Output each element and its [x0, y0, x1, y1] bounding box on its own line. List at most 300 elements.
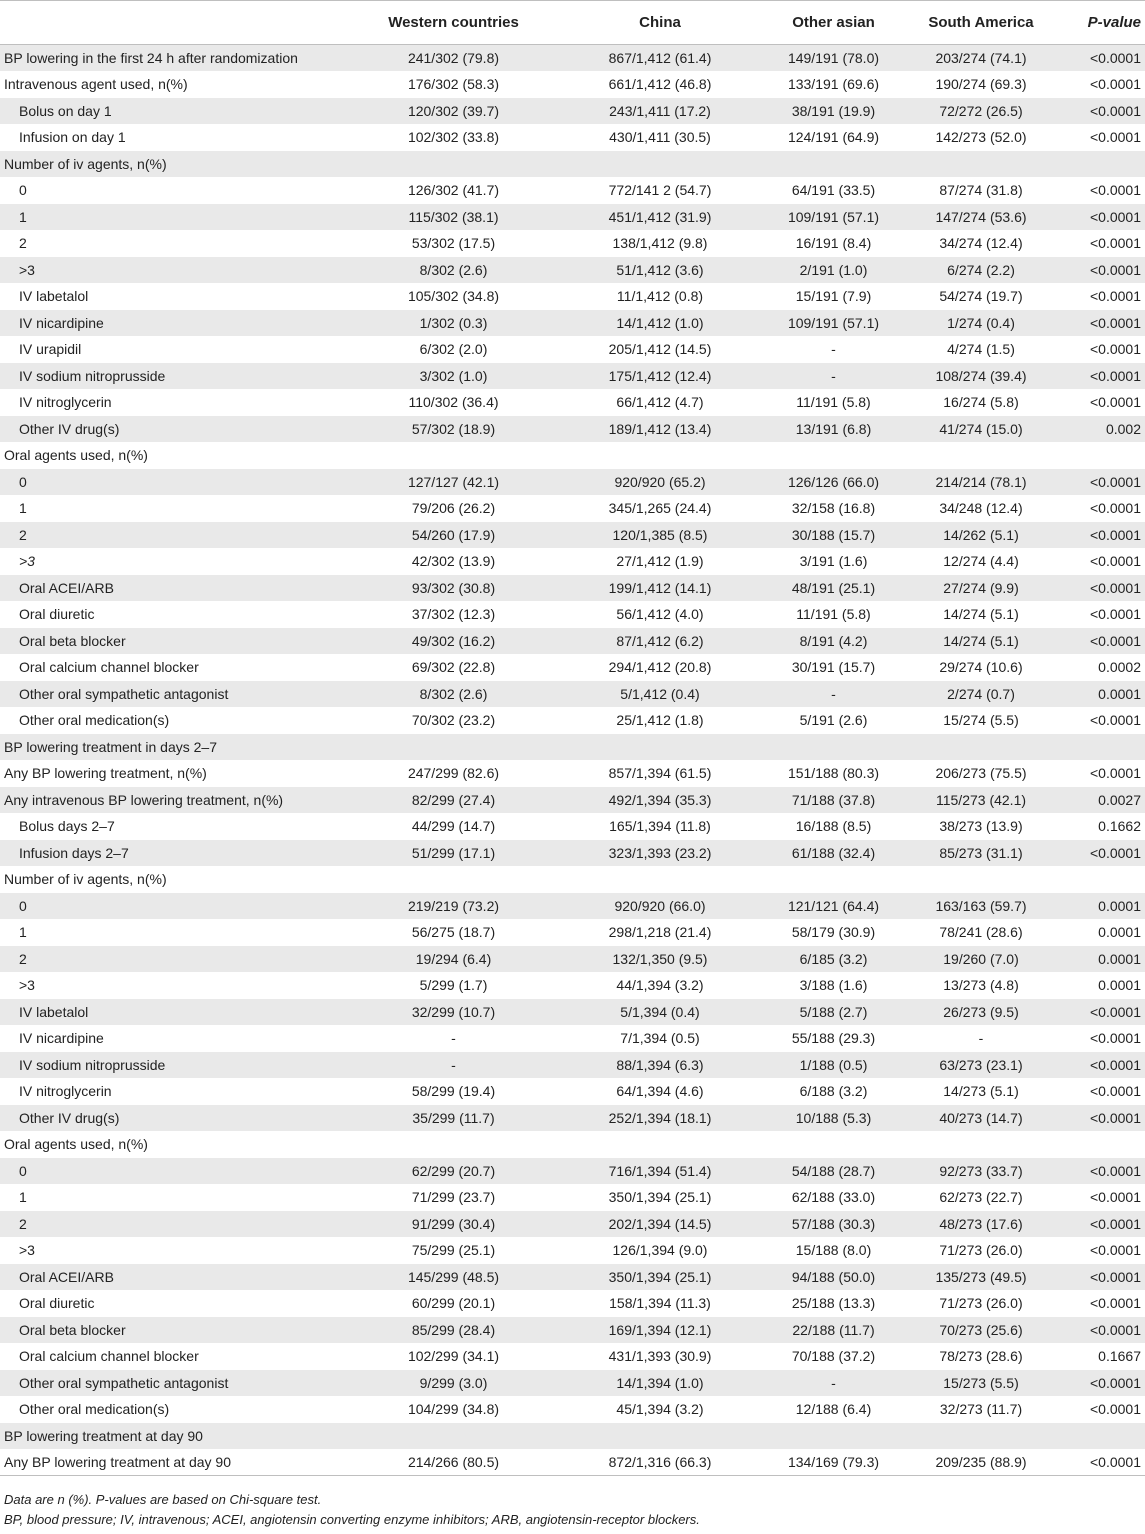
- header-south-america: South America: [907, 1, 1055, 45]
- row-label: Any intravenous BP lowering treatment, n(%): [4, 791, 284, 808]
- table-row: [0, 760, 1145, 787]
- cell-p-value: 0.0001: [1098, 685, 1141, 702]
- row-label: BP lowering treatment in days 2–7: [4, 738, 217, 755]
- cell-western-countries: 91/299 (30.4): [411, 1215, 496, 1232]
- cell-other-asian: 15/191 (7.9): [795, 288, 872, 305]
- table-row: [0, 257, 1145, 284]
- table-row: [0, 71, 1145, 98]
- table-row: [0, 972, 1145, 999]
- row-label: 1: [19, 1189, 27, 1206]
- cell-western-countries: 37/302 (12.3): [411, 606, 496, 623]
- cell-south-america: 16/274 (5.8): [943, 394, 1019, 411]
- table-row: [0, 1052, 1145, 1079]
- row-label: 2: [19, 235, 27, 252]
- table-row: [0, 734, 1145, 761]
- cell-south-america: 92/273 (33.7): [939, 1162, 1023, 1179]
- cell-south-america: 19/260 (7.0): [943, 950, 1019, 967]
- cell-south-america: 14/273 (5.1): [943, 1083, 1019, 1100]
- cell-other-asian: 22/188 (11.7): [792, 1321, 875, 1338]
- cell-western-countries: 53/302 (17.5): [411, 235, 496, 252]
- row-label: IV labetalol: [19, 1003, 89, 1020]
- cell-south-america: 78/241 (28.6): [939, 924, 1023, 941]
- cell-china: 189/1,412 (13.4): [608, 420, 712, 437]
- footnote-data-note: Data are n (%). P-values are based on Chi-square test.: [4, 1492, 322, 1507]
- cell-p-value: 0.0001: [1098, 924, 1141, 941]
- cell-south-america: 70/273 (25.6): [939, 1321, 1023, 1338]
- cell-china: 205/1,412 (14.5): [608, 341, 712, 358]
- row-label: Oral ACEI/ARB: [19, 1268, 114, 1285]
- cell-china: 867/1,412 (61.4): [608, 50, 712, 66]
- cell-china: 64/1,394 (4.6): [616, 1083, 704, 1100]
- cell-south-america: 209/235 (88.9): [935, 1454, 1027, 1470]
- table-row: [0, 919, 1145, 946]
- cell-p-value: <0.0001: [1090, 235, 1141, 252]
- cell-western-countries: 219/219 (73.2): [407, 897, 500, 914]
- cell-other-asian: 71/188 (37.8): [791, 791, 876, 808]
- row-label: BP lowering treatment at day 90: [4, 1427, 203, 1444]
- cell-western-countries: 102/302 (33.8): [407, 129, 500, 146]
- table-row: [0, 1131, 1145, 1158]
- row-label: 2: [19, 526, 27, 543]
- cell-p-value: <0.0001: [1090, 712, 1141, 729]
- cell-south-america: 4/274 (1.5): [947, 341, 1015, 358]
- cell-western-countries: 8/302 (2.6): [419, 685, 488, 702]
- table-row: [0, 1396, 1145, 1423]
- cell-western-countries: 115/302 (38.1): [408, 208, 499, 225]
- cell-western-countries: 44/299 (14.7): [411, 818, 496, 835]
- cell-p-value: <0.0001: [1090, 606, 1141, 623]
- row-label: Oral beta blocker: [19, 1321, 126, 1338]
- cell-p-value: 0.0001: [1098, 897, 1141, 914]
- table-row: [0, 495, 1145, 522]
- cell-china: 126/1,394 (9.0): [612, 1242, 708, 1259]
- cell-south-america: [907, 1131, 1055, 1158]
- cell-south-america: 34/248 (12.4): [939, 500, 1023, 517]
- table-row: [0, 1264, 1145, 1291]
- cell-western-countries: 82/299 (27.4): [411, 791, 496, 808]
- cell-china: 243/1,411 (17.2): [609, 102, 711, 119]
- cell-south-america: [907, 734, 1055, 761]
- table-header-row: [0, 1, 1145, 45]
- cell-other-asian: 58/179 (30.9): [791, 924, 876, 941]
- cell-western-countries: 71/299 (23.7): [411, 1189, 496, 1206]
- cell-western-countries: 42/302 (13.9): [411, 553, 496, 570]
- cell-western-countries: 69/302 (22.8): [411, 659, 496, 676]
- cell-p-value: <0.0001: [1090, 1030, 1141, 1047]
- cell-western-countries: 127/127 (42.1): [407, 473, 500, 490]
- cell-china: 857/1,394 (61.5): [608, 765, 712, 782]
- table-row: [0, 866, 1145, 893]
- cell-western-countries: 85/299 (28.4): [411, 1321, 496, 1338]
- cell-western-countries: 62/299 (20.7): [411, 1162, 496, 1179]
- cell-china: 298/1,218 (21.4): [608, 924, 712, 941]
- cell-south-america: 87/274 (31.8): [939, 182, 1023, 199]
- cell-south-america: 13/273 (4.8): [943, 977, 1019, 994]
- cell-western-countries: 75/299 (25.1): [411, 1242, 496, 1259]
- cell-china: 25/1,412 (1.8): [616, 712, 704, 729]
- cell-south-america: 147/274 (53.6): [935, 208, 1027, 225]
- cell-western-countries: 145/299 (48.5): [407, 1268, 500, 1285]
- footnotes: [0, 1476, 1145, 1530]
- cell-south-america: 163/163 (59.7): [935, 897, 1027, 914]
- cell-western-countries: 9/299 (3.0): [419, 1374, 488, 1391]
- cell-western-countries: 105/302 (34.8): [407, 288, 500, 305]
- cell-china: [560, 151, 760, 178]
- table-row: [0, 1237, 1145, 1264]
- row-label: 0: [19, 897, 27, 914]
- cell-south-america: 63/273 (23.1): [939, 1056, 1023, 1073]
- cell-china: 345/1,265 (24.4): [608, 500, 712, 517]
- row-label: Oral agents used, n(%): [4, 447, 148, 464]
- cell-p-value: 0.0002: [1098, 659, 1141, 676]
- row-label: 0: [19, 473, 27, 490]
- cell-south-america: 206/273 (75.5): [935, 765, 1027, 782]
- cell-china: 51/1,412 (3.6): [616, 261, 704, 278]
- cell-china: 45/1,394 (3.2): [616, 1401, 704, 1418]
- cell-western-countries: 241/302 (79.8): [407, 50, 500, 66]
- cell-p-value: <0.0001: [1090, 1003, 1141, 1020]
- footnote-abbreviations: BP, blood pressure; IV, intravenous; ACEI, angiotensin converting enzyme inhibitors; ARB, angiotensin-receptor blockers.: [4, 1512, 700, 1527]
- cell-p-value: <0.0001: [1090, 553, 1141, 570]
- cell-south-america: 203/274 (74.1): [935, 50, 1027, 66]
- cell-western-countries: 51/299 (17.1): [411, 844, 496, 861]
- row-label: Other oral sympathetic antagonist: [19, 685, 229, 702]
- table-row: [0, 151, 1145, 178]
- cell-p-value: <0.0001: [1090, 1321, 1141, 1338]
- table-row: [0, 707, 1145, 734]
- cell-china: 294/1,412 (20.8): [608, 659, 712, 676]
- cell-p-value: <0.0001: [1090, 1454, 1141, 1470]
- cell-p-value: <0.0001: [1090, 261, 1141, 278]
- row-label: Infusion days 2–7: [19, 844, 129, 861]
- cell-p-value: 0.0027: [1098, 791, 1141, 808]
- table-row: [0, 363, 1145, 390]
- cell-south-america: 14/262 (5.1): [943, 526, 1019, 543]
- cell-western-countries: 58/299 (19.4): [411, 1083, 496, 1100]
- cell-south-america: 27/274 (9.9): [943, 579, 1019, 596]
- table-row: [0, 1370, 1145, 1397]
- header-western-countries: Western countries: [347, 1, 560, 45]
- cell-south-america: 71/273 (26.0): [939, 1242, 1023, 1259]
- cell-south-america: 14/274 (5.1): [943, 606, 1019, 623]
- cell-western-countries: 93/302 (30.8): [411, 579, 496, 596]
- header-china: China: [560, 1, 760, 45]
- row-label: IV labetalol: [19, 288, 89, 305]
- table-row: [0, 1290, 1145, 1317]
- cell-south-america: [907, 866, 1055, 893]
- cell-south-america: 12/274 (4.4): [943, 553, 1019, 570]
- cell-p-value: <0.0001: [1090, 76, 1141, 93]
- row-label: Other IV drug(s): [19, 1109, 120, 1126]
- cell-south-america: 135/273 (49.5): [935, 1268, 1027, 1285]
- cell-western-countries: 19/294 (6.4): [415, 950, 492, 967]
- header-p-value-text: P-value: [1087, 14, 1141, 31]
- cell-p-value: [1055, 866, 1145, 893]
- row-label: >3: [19, 553, 35, 570]
- cell-p-value: <0.0001: [1090, 579, 1141, 596]
- cell-south-america: 14/274 (5.1): [943, 632, 1019, 649]
- row-label: Any BP lowering treatment at day 90: [4, 1454, 231, 1470]
- cell-china: 87/1,412 (6.2): [616, 632, 704, 649]
- cell-china: 44/1,394 (3.2): [616, 977, 704, 994]
- cell-p-value: <0.0001: [1090, 182, 1141, 199]
- cell-other-asian: 94/188 (50.0): [791, 1268, 876, 1285]
- table-row: [0, 787, 1145, 814]
- cell-china: 252/1,394 (18.1): [608, 1109, 712, 1126]
- cell-other-asian: 109/191 (57.1): [787, 208, 880, 225]
- header-p-value: [1055, 1, 1145, 45]
- cell-p-value: <0.0001: [1090, 1374, 1141, 1391]
- row-label: Oral diuretic: [19, 606, 95, 623]
- cell-p-value: <0.0001: [1090, 1056, 1141, 1073]
- cell-p-value: <0.0001: [1090, 632, 1141, 649]
- row-label: 2: [19, 1215, 27, 1232]
- cell-other-asian: 6/185 (3.2): [799, 950, 868, 967]
- table-row: [0, 230, 1145, 257]
- cell-china: 7/1,394 (0.5): [620, 1030, 700, 1047]
- cell-other-asian: 54/188 (28.7): [791, 1162, 876, 1179]
- cell-china: 920/920 (65.2): [614, 473, 706, 490]
- cell-p-value: 0.0001: [1098, 950, 1141, 967]
- cell-p-value: <0.0001: [1090, 288, 1141, 305]
- cell-other-asian: 11/191 (5.8): [796, 606, 871, 623]
- cell-other-asian: 30/188 (15.7): [791, 526, 876, 543]
- row-label: BP lowering in the first 24 h after randomization: [4, 50, 298, 66]
- table-row: [0, 1184, 1145, 1211]
- cell-other-asian: 62/188 (33.0): [791, 1189, 876, 1206]
- cell-p-value: 0.1662: [1098, 818, 1141, 835]
- cell-china: 451/1,412 (31.9): [608, 208, 712, 225]
- cell-other-asian: 48/191 (25.1): [791, 579, 876, 596]
- cell-china: 14/1,412 (1.0): [616, 314, 704, 331]
- cell-other-asian: [760, 866, 907, 893]
- header-label-column: [0, 1, 347, 45]
- cell-western-countries: 110/302 (36.4): [408, 394, 499, 411]
- cell-china: [560, 1423, 760, 1450]
- cell-p-value: <0.0001: [1090, 102, 1141, 119]
- cell-western-countries: 5/299 (1.7): [419, 977, 488, 994]
- cell-china: 138/1,412 (9.8): [612, 235, 708, 252]
- row-label: 1: [19, 500, 27, 517]
- row-label: 0: [19, 182, 27, 199]
- table-row: [0, 999, 1145, 1026]
- cell-p-value: [1055, 734, 1145, 761]
- cell-western-countries: 176/302 (58.3): [407, 76, 500, 93]
- cell-p-value: <0.0001: [1090, 1109, 1141, 1126]
- table-row: [0, 840, 1145, 867]
- cell-china: 14/1,394 (1.0): [616, 1374, 704, 1391]
- row-label: 1: [19, 924, 27, 941]
- cell-south-america: 115/273 (42.1): [935, 791, 1027, 808]
- table-row: [0, 283, 1145, 310]
- cell-south-america: 48/273 (17.6): [939, 1215, 1023, 1232]
- row-label: Oral ACEI/ARB: [19, 579, 114, 596]
- cell-other-asian: -: [831, 341, 836, 358]
- cell-other-asian: 121/121 (64.4): [787, 897, 880, 914]
- cell-other-asian: 133/191 (69.6): [787, 76, 880, 93]
- cell-other-asian: 6/188 (3.2): [799, 1083, 868, 1100]
- cell-p-value: <0.0001: [1090, 765, 1141, 782]
- cell-south-america: 15/273 (5.5): [943, 1374, 1019, 1391]
- cell-china: 132/1,350 (9.5): [612, 950, 708, 967]
- cell-western-countries: 56/275 (18.7): [411, 924, 496, 941]
- cell-western-countries: [347, 734, 560, 761]
- cell-other-asian: 15/188 (8.0): [795, 1242, 872, 1259]
- cell-china: 716/1,394 (51.4): [608, 1162, 712, 1179]
- cell-other-asian: 38/191 (19.9): [791, 102, 876, 119]
- row-label: Other oral sympathetic antagonist: [19, 1374, 229, 1391]
- cell-other-asian: 2/191 (1.0): [799, 261, 868, 278]
- cell-western-countries: 54/260 (17.9): [411, 526, 496, 543]
- cell-p-value: [1055, 1131, 1145, 1158]
- cell-china: 431/1,393 (30.9): [608, 1348, 712, 1365]
- row-label: >3: [19, 977, 35, 994]
- table-row: [0, 1317, 1145, 1344]
- cell-other-asian: 57/188 (30.3): [791, 1215, 876, 1232]
- cell-p-value: <0.0001: [1090, 1083, 1141, 1100]
- cell-p-value: 0.002: [1105, 420, 1141, 437]
- cell-china: [560, 866, 760, 893]
- cell-other-asian: 5/191 (2.6): [799, 712, 868, 729]
- table-row: [0, 98, 1145, 125]
- cell-p-value: <0.0001: [1090, 1162, 1141, 1179]
- table-row: [0, 1158, 1145, 1185]
- row-label: Other oral medication(s): [19, 1401, 170, 1418]
- cell-china: 165/1,394 (11.8): [609, 818, 711, 835]
- cell-south-america: 190/274 (69.3): [935, 76, 1027, 93]
- cell-china: 430/1,411 (30.5): [609, 129, 711, 146]
- table-row: [0, 310, 1145, 337]
- cell-other-asian: 12/188 (6.4): [795, 1401, 872, 1418]
- cell-south-america: 85/273 (31.1): [939, 844, 1023, 861]
- row-label: Bolus days 2–7: [19, 818, 115, 835]
- cell-china: 66/1,412 (4.7): [616, 394, 704, 411]
- cell-p-value: <0.0001: [1090, 314, 1141, 331]
- table-row: [0, 124, 1145, 151]
- cell-other-asian: 70/188 (37.2): [791, 1348, 876, 1365]
- row-label: Other IV drug(s): [19, 420, 120, 437]
- cell-south-america: 15/274 (5.5): [943, 712, 1019, 729]
- cell-p-value: [1055, 1423, 1145, 1450]
- cell-other-asian: 1/188 (0.5): [799, 1056, 868, 1073]
- table-row: [0, 389, 1145, 416]
- row-label: IV nicardipine: [19, 1030, 104, 1047]
- cell-south-america: -: [978, 1030, 984, 1047]
- cell-south-america: 1/274 (0.4): [947, 314, 1015, 331]
- cell-p-value: <0.0001: [1090, 1401, 1141, 1418]
- cell-china: 120/1,385 (8.5): [612, 526, 708, 543]
- cell-other-asian: 11/191 (5.8): [796, 394, 871, 411]
- cell-south-america: 40/273 (14.7): [939, 1109, 1023, 1126]
- cell-western-countries: 57/302 (18.9): [411, 420, 496, 437]
- cell-other-asian: 30/191 (15.7): [791, 659, 876, 676]
- cell-south-america: 6/274 (2.2): [947, 261, 1015, 278]
- row-label: Oral agents used, n(%): [4, 1136, 148, 1153]
- cell-western-countries: 214/266 (80.5): [407, 1454, 500, 1470]
- table-body: [0, 45, 1145, 1476]
- cell-other-asian: 126/126 (66.0): [787, 473, 880, 490]
- cell-other-asian: [760, 1131, 907, 1158]
- header-other-asian: Other asian: [760, 1, 907, 45]
- table-row: [0, 548, 1145, 575]
- cell-south-america: 142/273 (52.0): [935, 129, 1027, 146]
- row-label: 1: [19, 208, 27, 225]
- cell-south-america: 32/273 (11.7): [939, 1401, 1023, 1418]
- cell-western-countries: [347, 1131, 560, 1158]
- row-label: IV urapidil: [19, 341, 82, 358]
- row-label: Bolus on day 1: [19, 102, 112, 119]
- cell-western-countries: 247/299 (82.6): [407, 765, 500, 782]
- cell-south-america: 78/273 (28.6): [939, 1348, 1023, 1365]
- cell-china: 920/920 (66.0): [614, 897, 706, 914]
- cell-south-america: 214/214 (78.1): [935, 473, 1027, 490]
- cell-western-countries: -: [451, 1030, 456, 1047]
- cell-western-countries: [347, 1423, 560, 1450]
- cell-china: 175/1,412 (12.4): [608, 367, 712, 384]
- row-label: Oral calcium channel blocker: [19, 1348, 199, 1365]
- cell-other-asian: 124/191 (64.9): [787, 129, 880, 146]
- cell-south-america: 2/274 (0.7): [947, 685, 1015, 702]
- cell-other-asian: 64/191 (33.5): [791, 182, 876, 199]
- cell-south-america: 38/273 (13.9): [939, 818, 1023, 835]
- cell-south-america: [907, 151, 1055, 178]
- cell-western-countries: 3/302 (1.0): [419, 367, 488, 384]
- cell-p-value: <0.0001: [1090, 208, 1141, 225]
- cell-south-america: 34/274 (12.4): [939, 235, 1023, 252]
- table-row: [0, 681, 1145, 708]
- cell-western-countries: 120/302 (39.7): [407, 102, 500, 119]
- cell-p-value: <0.0001: [1090, 1295, 1141, 1312]
- cell-south-america: 72/272 (26.5): [939, 102, 1023, 119]
- cell-western-countries: 60/299 (20.1): [411, 1295, 496, 1312]
- row-label: Other oral medication(s): [19, 712, 170, 729]
- cell-china: [560, 1131, 760, 1158]
- row-label: Oral beta blocker: [19, 632, 126, 649]
- table-row: [0, 1211, 1145, 1238]
- cell-western-countries: 79/206 (26.2): [411, 500, 496, 517]
- cell-other-asian: -: [831, 1374, 836, 1391]
- cell-p-value: <0.0001: [1090, 394, 1141, 411]
- row-label: Number of iv agents, n(%): [4, 871, 167, 888]
- table-row: [0, 204, 1145, 231]
- cell-other-asian: [760, 442, 907, 469]
- cell-other-asian: 5/188 (2.7): [799, 1003, 868, 1020]
- cell-other-asian: [760, 1423, 907, 1450]
- cell-china: 11/1,412 (0.8): [616, 288, 704, 305]
- cell-p-value: 0.1667: [1098, 1348, 1141, 1365]
- cell-p-value: <0.0001: [1090, 526, 1141, 543]
- cell-china: 492/1,394 (35.3): [608, 791, 712, 808]
- cell-china: 872/1,316 (66.3): [608, 1454, 712, 1470]
- row-label: Infusion on day 1: [19, 129, 126, 146]
- cell-china: [560, 734, 760, 761]
- cell-china: 56/1,412 (4.0): [616, 606, 704, 623]
- row-label: IV sodium nitroprusside: [19, 367, 166, 384]
- cell-china: 202/1,394 (14.5): [608, 1215, 712, 1232]
- cell-south-america: 71/273 (26.0): [939, 1295, 1023, 1312]
- cell-western-countries: 35/299 (11.7): [412, 1109, 495, 1126]
- cell-china: 772/141 2 (54.7): [608, 182, 712, 199]
- table-row: [0, 575, 1145, 602]
- cell-other-asian: 25/188 (13.3): [791, 1295, 876, 1312]
- cell-p-value: <0.0001: [1090, 129, 1141, 146]
- row-label: Oral calcium channel blocker: [19, 659, 199, 676]
- row-label: >3: [19, 261, 35, 278]
- row-label: IV nitroglycerin: [19, 394, 112, 411]
- row-label: Intravenous agent used, n(%): [4, 76, 188, 93]
- cell-other-asian: 151/188 (80.3): [787, 765, 880, 782]
- table-row: [0, 177, 1145, 204]
